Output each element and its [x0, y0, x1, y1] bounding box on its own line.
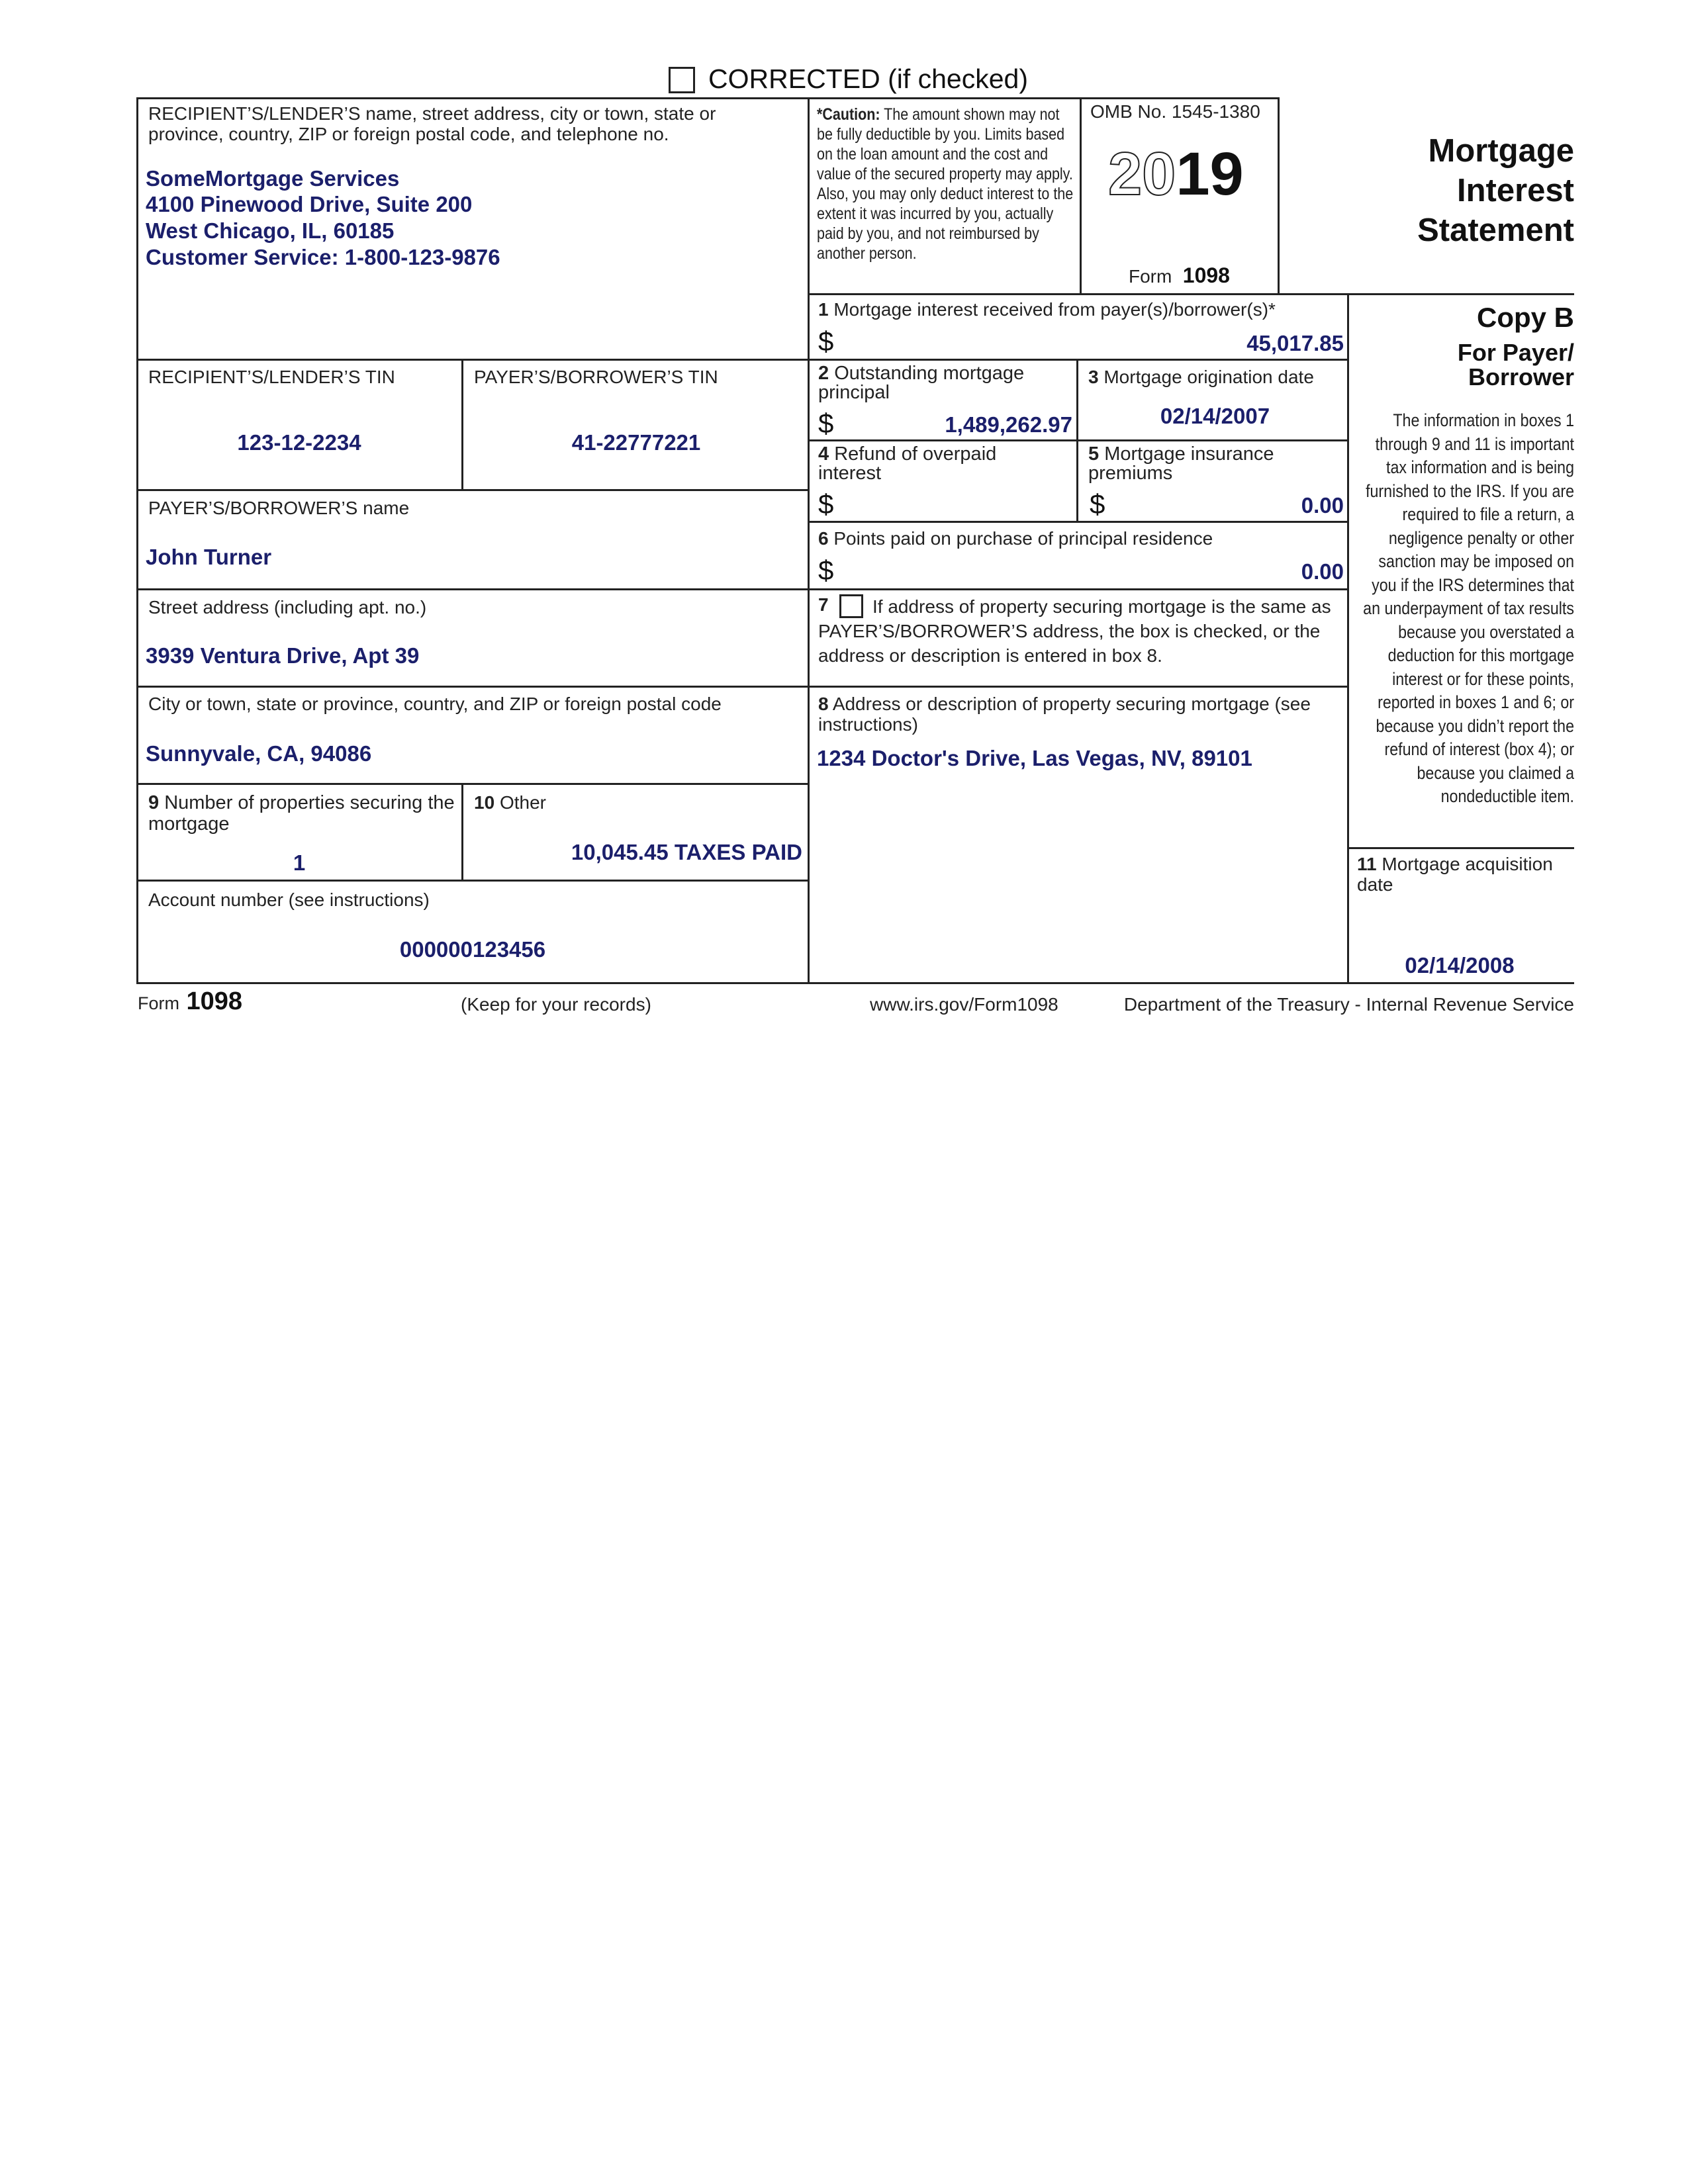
title-line-3: Statement [1417, 212, 1574, 248]
tax-year [1108, 138, 1244, 210]
box2-num: 2 [818, 363, 829, 384]
recipient-tin-value: 123-12-2234 [237, 430, 361, 455]
street-label: Street address (including apt. no.) [148, 597, 427, 617]
box8-label [818, 694, 1341, 735]
footer-form-word: Form [138, 993, 179, 1013]
line-recipient-bottom [136, 359, 809, 361]
caution-text [817, 105, 1076, 263]
box7-num: 7 [818, 594, 829, 615]
box6-label [818, 528, 1341, 549]
recipient-tin-label: RECIPIENT’S/LENDER’S TIN [148, 367, 395, 387]
form-number: 1098 [1182, 263, 1230, 287]
tax-year-outline: 20 [1108, 140, 1176, 208]
city-label: City or town, state or province, country, and ZIP or foreign postal code [148, 694, 722, 714]
payer-tin-value: 41-22777221 [571, 430, 701, 455]
box4-label [818, 445, 1043, 483]
line-city-bottom [136, 783, 809, 785]
box11-text: Mortgage acquisition date [1357, 854, 1553, 895]
box6-text: Points paid on purchase of principal residence [833, 528, 1213, 549]
divider-omb-right [1278, 97, 1280, 293]
box1-dollar: $ [818, 326, 834, 357]
account-value: 000000123456 [399, 937, 546, 962]
box8-text: Address or description of property securing mortgage (see instructions) [818, 694, 1311, 735]
omb-number: OMB No. 1545-1380 [1090, 101, 1260, 122]
recipient-block-label: RECIPIENT’S/LENDER’S name, street address, city or town, state or province, country, ZIP or foreign postal code, and telephone no. [148, 103, 716, 144]
box2-text: Outstanding mortgage principal [818, 363, 1025, 403]
box5-text: Mortgage insurance premiums [1088, 443, 1274, 484]
form-word: Form [1129, 266, 1172, 287]
form-title [1344, 131, 1574, 250]
box3-text: Mortgage origination date [1103, 367, 1314, 387]
box1-text: Mortgage interest received from payer(s)/borrower(s)* [833, 299, 1276, 320]
line-tin-bottom [136, 489, 809, 491]
title-line-1: Mortgage [1428, 133, 1574, 169]
box10-label [474, 792, 546, 813]
line-box9-bottom [136, 880, 809, 882]
copy-sub-1: For Payer/ [1457, 339, 1574, 366]
account-label: Account number (see instructions) [148, 889, 430, 910]
line-box4-bottom [808, 521, 1348, 523]
box5-value: 0.00 [1301, 493, 1344, 518]
form-label-header [1129, 263, 1230, 288]
box2-value: 1,489,262.97 [945, 412, 1072, 437]
corrected-checkbox[interactable] [669, 67, 695, 93]
payer-tin-label: PAYER’S/BORROWER’S TIN [474, 367, 718, 387]
box8-value: 1234 Doctor's Drive, Las Vegas, NV, 89101 [817, 746, 1252, 770]
box6-dollar: $ [818, 555, 834, 586]
box1-num: 1 [818, 299, 829, 320]
footer-dept: Department of the Treasury - Internal Revenue Service [1123, 994, 1574, 1015]
box4-text: Refund of overpaid interest [818, 443, 997, 484]
footer-form-number: 1098 [186, 987, 242, 1015]
box2-label [818, 364, 1056, 402]
box8-num: 8 [818, 694, 829, 714]
box5-num: 5 [1088, 443, 1100, 465]
box5-dollar: $ [1090, 488, 1105, 520]
copy-notice: The information in boxes 1 through 9 and 11 is important tax information and is being furnished to the IRS. If you are required to file a return, a negligence penalty or other sanction may be imposed on you if the IRS determines that an underpayment of tax results because you overstated a deduction for this mortgage interest or for these points, reported in boxes 1 and 6; or because you didn’t report the refund of interest (box 4); or because you claimed a nondeductible item. [1363, 410, 1574, 806]
payer-name-value: John Turner [146, 545, 272, 569]
line-box6-bottom [808, 588, 1348, 590]
line-box7-bottom [808, 686, 1348, 688]
box10-num: 10 [474, 792, 495, 813]
divider-tin [461, 359, 463, 490]
box10-value: 10,045.45 TAXES PAID [571, 840, 802, 864]
box9-text: Number of properties securing the mortgage [148, 792, 455, 835]
box7-label: If address of property securing mortgage is the same as PAYER’S/BORROWER’S address, the box is checked, or the address or description is entered in box 8. [818, 596, 1331, 666]
box1-label [818, 299, 1341, 320]
divider-left-mid [808, 97, 810, 983]
caution-body: The amount shown may not be fully deductible by you. Limits based on the loan amount and the cost and value of the secured property may apply. Also, you may only deduct interest to the extent it was incurred by you, actually paid by you, and not reimbursed by another person. [817, 105, 1074, 263]
corrected-label: CORRECTED (if checked) [708, 64, 1028, 94]
box9-num: 9 [148, 792, 160, 813]
line-payer-name-bottom [136, 588, 809, 590]
box4-dollar: $ [818, 488, 834, 520]
caution-bold: *Caution: [817, 105, 880, 124]
copy-title: Copy B [1477, 302, 1574, 333]
box11-label [1357, 854, 1572, 895]
payer-name-label: PAYER’S/BORROWER’S name [148, 498, 410, 518]
box3-num: 3 [1088, 367, 1099, 387]
box9-value: 1 [293, 850, 306, 875]
title-line-2: Interest [1456, 173, 1574, 208]
recipient-city: West Chicago, IL, 60185 [146, 218, 395, 243]
footer-keep: (Keep for your records) [461, 994, 651, 1015]
footer-url: www.irs.gov/Form1098 [870, 994, 1058, 1015]
tax-year-bold: 19 [1176, 140, 1244, 208]
box3-label [1088, 367, 1346, 387]
box3-value: 02/14/2007 [1160, 404, 1270, 428]
box5-label [1088, 445, 1340, 483]
line-box2-bottom [808, 439, 1348, 441]
line-street-bottom [136, 686, 809, 688]
line-box11-top [1347, 847, 1574, 849]
divider-right-column [1347, 293, 1349, 983]
recipient-phone: Customer Service: 1-800-123-9876 [146, 245, 500, 269]
box6-value: 0.00 [1301, 559, 1344, 584]
box10-text: Other [499, 792, 546, 813]
box6-num: 6 [818, 528, 829, 549]
form-bottom-border [136, 982, 1574, 984]
box4-num: 4 [818, 443, 829, 465]
box11-num: 11 [1357, 854, 1377, 874]
form-top-border [136, 97, 1280, 99]
box1-value: 45,017.85 [1246, 331, 1344, 355]
city-value: Sunnyvale, CA, 94086 [146, 741, 372, 766]
box2-dollar: $ [818, 408, 834, 439]
street-value: 3939 Ventura Drive, Apt 39 [146, 643, 420, 668]
recipient-street: 4100 Pinewood Drive, Suite 200 [146, 192, 473, 216]
line-box1-top [808, 293, 1574, 295]
divider-caution-omb [1080, 97, 1082, 293]
recipient-name: SomeMortgage Services [146, 166, 400, 191]
box9-label [148, 792, 459, 835]
copy-sub-2: Borrower [1468, 363, 1574, 390]
footer-form [138, 987, 242, 1016]
box11-value: 02/14/2008 [1405, 953, 1515, 978]
